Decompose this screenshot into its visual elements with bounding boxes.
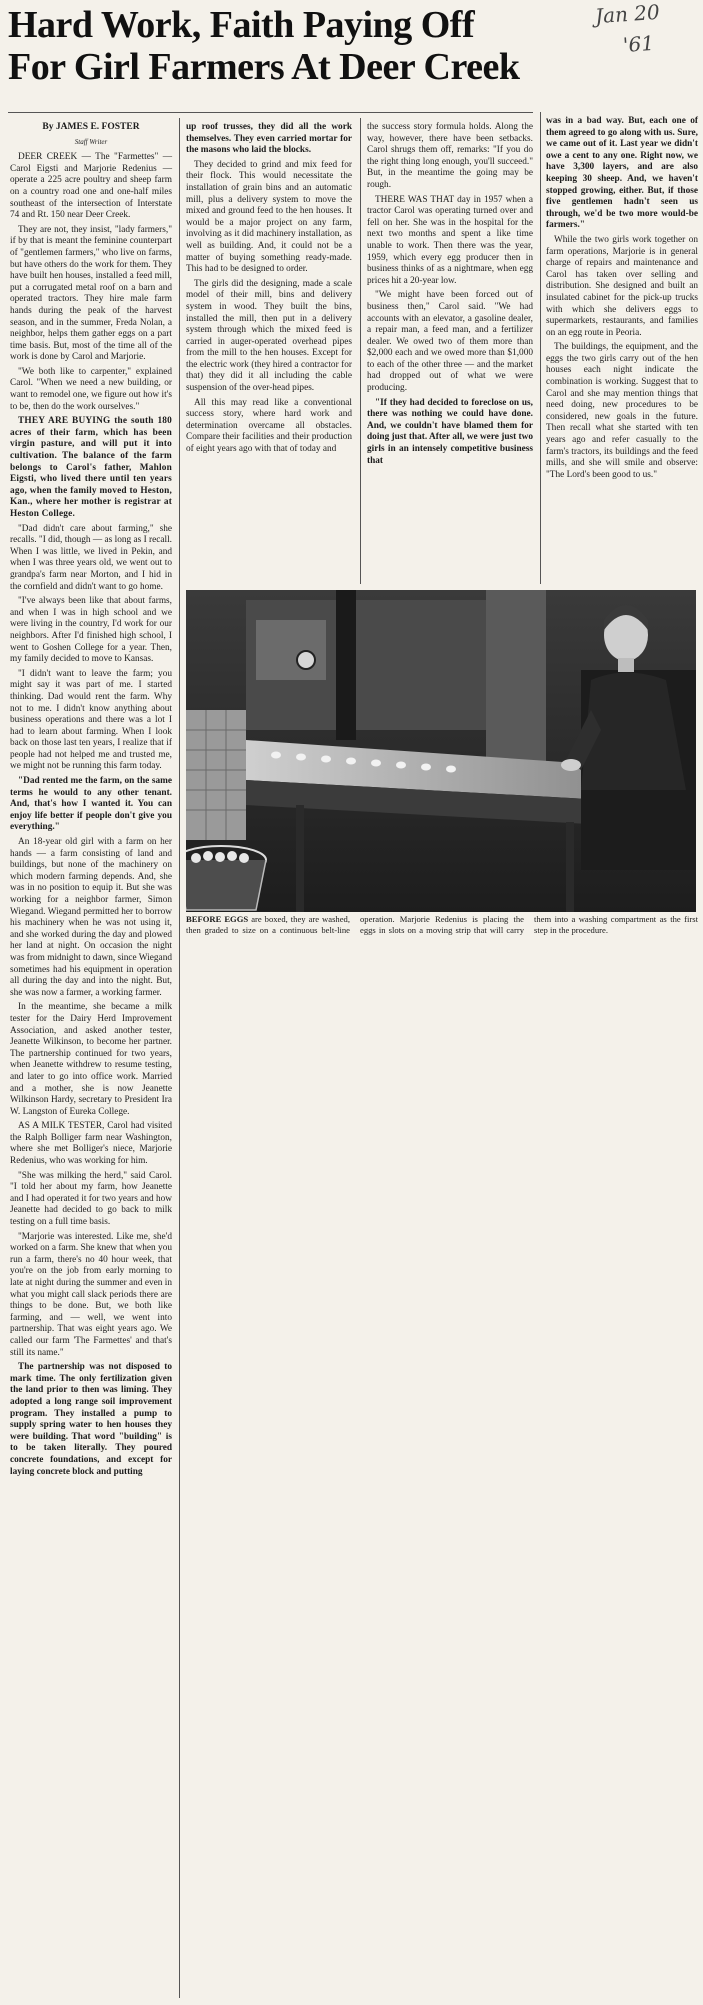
paragraph: "Marjorie was interested. Like me, she'd worked on a farm. She knew that when you run a farm, there's no 40 hour week, that you're on the job from early morning to late at night during the summer and even in what you might call slack periods there are things to be done. But, we both like farming, and — well, we went into partnership. That was eight years ago. We called our farm 'The Farmettes' and that's still its name." — [10, 1231, 172, 1358]
column-divider-2 — [360, 118, 361, 584]
paragraph: "Dad rented me the farm, on the same terms he would to any other tenant. And, that's how I wanted it. You can enjoy life better if people don't give you everything." — [10, 776, 172, 833]
article-column-2 — [186, 122, 352, 459]
paragraph: The buildings, the equipment, and the eggs the two girls carry out of the hen houses each night indicate the combination is working. Suggest that to Carol and she may mention things that need doing, new procedures to be considered, new goals in the future. Then recall what she started with ten years ago and refer casually to the farm's tractors, its buildings and the feed mills, and she will smile and observe: "The Lord's been good to us." — [546, 342, 698, 480]
headline — [8, 4, 568, 88]
paragraph: In the meantime, she became a milk tester for the Dairy Herd Improvement Association, and asked another tester, Jeanette Wilkinson, to become her partner. The partnership continued for two years, when Jeanette withdrew to resume testing, and later to go into office work. Married and a mother, she is now Jeanette Wilkinson Hardy, secretary to President Ira W. Langston of Eureka College. — [10, 1002, 172, 1117]
headline-line-1: Hard Work, Faith Paying Off — [8, 4, 475, 46]
headline-rule — [8, 112, 533, 113]
paragraph: All this may read like a conventional success story, where hard work and determination overcame all obstacles. Compare their facilities and their production of eight years ago with that of today and — [186, 397, 352, 455]
byline: By JAMES E. FOSTER — [42, 122, 140, 132]
paragraph: "Dad didn't care about farming," she recalls. "I did, though — as long as I recall. When I was little, we lived in Pekin, and when I was three years old, we went out to grandpa's farm near Morton, and I hid in the cornfield and didn't want to go home. — [10, 523, 172, 592]
paragraph: An 18-year old girl with a farm on her hands — a farm consisting of land and buildings, but none of the machinery on which modern farming depends. And, she was in no position to equip it. But she was working for a neighbor farmer, Simon Wiegand. Wiegand permitted her to borrow his machinery when he was not using it, and she worked during the day and plowed her land at night. On occasion the night was from midnight to dawn, since Wiegand sometimes had his equipment in operation all during the day and into the night. But, she was now a farmer, a working farmer. — [10, 837, 172, 998]
egg-washing-photo — [186, 590, 696, 912]
paragraph: They decided to grind and mix feed for their flock. This would necessitate the installation of grain bins and an automatic mill, plus a delivery system to move the mixed and ground feed to the hen houses. It would be a major project on any farm, involving as it did machinery installation, as well as building. And, it could not be a matter of buying something ready-made. This had to be designed to order. — [186, 159, 352, 275]
photo-caption — [186, 914, 698, 935]
paragraph: "I've always been like that about farms, and when I was in high school and we were living in the country, I'd work for our neighbors. After I'd finished high school, I went to Goshen College for a year. Then, my family decided to move to Kansas. — [10, 596, 172, 665]
paragraph: They are not, they insist, "lady farmers," if by that is meant the feminine counterpart of "gentlemen farmers," who live on farms, but have others do the work for them. They have built hen houses, installed a feed mill, put a corrugated metal roof on a barn and operated tractors. They hire male farm hands during the peak of the harvest season, and in the summer, Freda Nolan, a neighbor, helps them gather eggs on a part time basis. But, most of the time all of the work is done by Carol and Marjorie. — [10, 224, 172, 363]
paragraph: "I didn't want to leave the farm; you might say it was part of me. I started thinking. Dad would rent the farm. Why not to me. I didn't know anything about business operations and there was a lot I had to learn about farming. When I look back on those last ten years, I realize that if people had not helped me and trusted me, we might not be running this farm today. — [10, 668, 172, 772]
handwritten-date-line-2: '61 — [622, 30, 655, 58]
paragraph: THERE WAS THAT day in 1957 when a tractor Carol was operating turned over and fell on her. She was in the hospital for the next two months and spent a like time unable to work. Then there was the year, 1959, which every egg producer then in business thinks of as a nightmare, when egg prices hit a 20-year low. — [367, 194, 533, 286]
headline-line-2: For Girl Farmers At Deer Creek — [8, 46, 520, 88]
paragraph: "We both like to carpenter," explained Carol. "When we need a new building, or want to remodel one, we figure out how it's to be, then do the work ourselves." — [10, 366, 172, 412]
article-column-1 — [10, 122, 172, 1481]
paragraph: AS A MILK TESTER, Carol had visited the Ralph Bolliger farm near Washington, where she met Bolliger's niece, Marjorie Redenius, who was working for him. — [10, 1121, 172, 1167]
article-column-4 — [546, 116, 698, 484]
paragraph: While the two girls work together on farm operations, Marjorie is in general charge of repairs and maintenance and Carol has taken over selling and distribution. She designed and built an insulated cabinet for the pick-up trucks with which she delivers eggs to supermarkets, restaurants, and families on an egg route in Peoria. — [546, 234, 698, 338]
column-divider-1 — [179, 118, 180, 1998]
column-divider-3 — [540, 112, 541, 584]
paragraph: "She was milking the herd," said Carol. "I told her about my farm, how Jeanette and I had operated it for two years and how Jeanette had decided to go back to milk testing on a full time basis. — [10, 1170, 172, 1228]
byline-role: Staff Writer — [74, 137, 108, 146]
paragraph: up roof trusses, they did all the work themselves. They even carried mortar for the masons who laid the blocks. — [186, 122, 352, 156]
handwritten-date-line-1: Jan 20 — [594, 0, 661, 29]
paragraph: THEY ARE BUYING the south 180 acres of their farm, which has been virgin pasture, and will put it into cultivation. The balance of the farm belongs to Carol's father, Mahlon Eigsti, who lived there until ten years ago, when the family moved to Heston, Kan., where her mother is registrar at Heston College. — [10, 416, 172, 519]
caption-lead: BEFORE EGGS — [186, 914, 249, 924]
handwritten-date — [585, 2, 695, 72]
paragraph: "If they had decided to foreclose on us, there was nothing we could have done. And, we couldn't have blamed them for doing just that. After all, we were just two girls in an intensely competitive business that — [367, 397, 533, 466]
paragraph: "We might have been forced out of business then," Carol said. "We had accounts with an elevator, a gasoline dealer, a repair man, a feed man, and a fertilizer dealer. We owed two of them more than $2,000 each and we owed more than $1,000 to each of the other three — and the market had dropped out of what we were producing. — [367, 290, 533, 394]
paragraph: DEER CREEK — The "Farmettes" — Carol Eigsti and Marjorie Redenius — operate a 225 acre poultry and sheep farm on a country road one and one-half miles southeast of the intersection of Interstate 74 and Rt. 150 near Deer Creek. — [10, 152, 172, 221]
paragraph: The girls did the designing, made a scale model of their mill, bins and delivery system in wood. They built the bins, installed the mill, then put in a delivery system through which the mixed feed is carried in auger-operated overhead pipes from the mill to the hen houses. Except for the electric work (they hired a contractor for that) they did it all including the cable suspension of the over-head pipes. — [186, 278, 352, 394]
article-column-3 — [367, 122, 533, 470]
paragraph: the success story formula holds. Along the way, however, there have been setbacks. Carol shrugs them off, remarks: "If you do the right thing long enough, you'll succeed." But, in the meantime the going may be rough. — [367, 122, 533, 190]
paragraph: The partnership was not disposed to mark time. The only fertilization given the land prior to then was liming. They adopted a long range soil improvement program. They installed a pump to supply spring water to hen houses they were building. That word "building" is to be taken literally. They poured concrete foundations, and except for laying concrete block and putting — [10, 1362, 172, 1477]
paragraph: was in a bad way. But, each one of them agreed to go along with us. Sure, we came out of it. Last year we didn't owe a cent to any one. Right now, we have 3,300 layers, and are also keeping 30 sheep. And, we haven't stopped growing, either. But, if those five gentlemen hadn't seen us through, we'd be two more would-be farmers." — [546, 116, 698, 231]
caption-text: are boxed, they are washed, then graded to size on a continuous belt-line operation. Marjorie Redenius is placing the eggs in slots on a moving strip that will carry them into a washing compartment as the first step in the procedure. — [186, 914, 698, 935]
